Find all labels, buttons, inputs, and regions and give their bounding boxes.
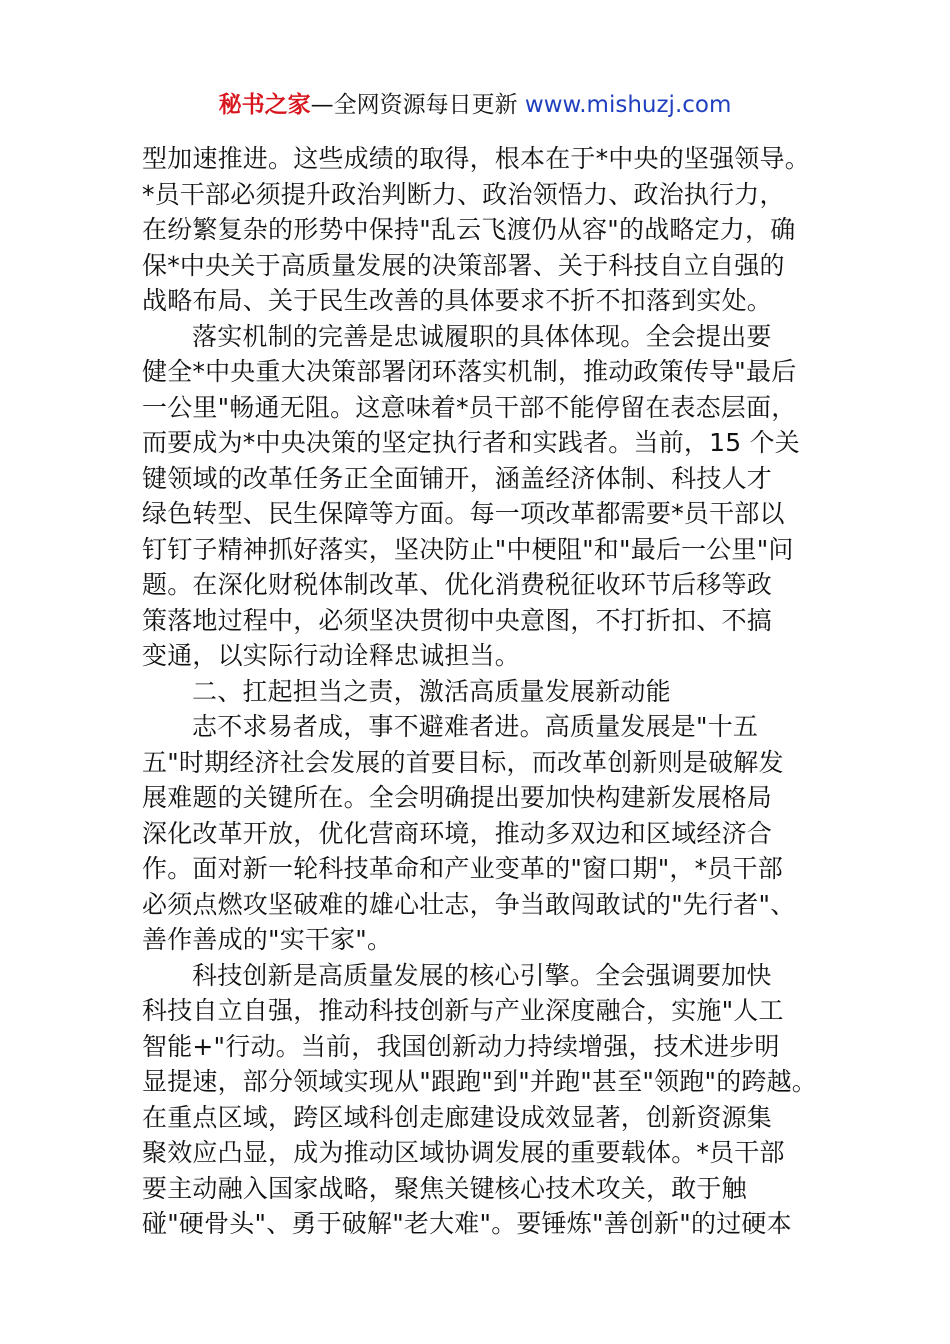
text-line: 显提速，部分领域实现从"跟跑"到"并跑"甚至"领跑"的跨越。: [142, 1067, 817, 1096]
text-line: 健全*中央重大决策部署闭环落实机制，推动政策传导"最后: [142, 357, 797, 386]
text-line: 聚效应凸显，成为推动区域协调发展的重要载体。*员干部: [142, 1138, 785, 1167]
text-line: 题。在深化财税体制改革、优化消费税征收环节后移等政: [142, 570, 773, 599]
brand-name: 秘书之家: [218, 92, 311, 118]
paragraph-start-line: 落实机制的完善是忠诚履职的具体体现。全会提出要: [192, 321, 772, 351]
text-line: 钉钉子精神抓好落实，坚决防止"中梗阻"和"最后一公里"问: [142, 534, 794, 564]
paragraph-start-line: 志不求易者成，事不避难者进。高质量发展是"十五: [192, 712, 759, 741]
text-line: 深化改革开放，优化营商环境，推动多双边和区域经济合: [142, 818, 773, 848]
text-line: 键领域的改革任务正全面铺开，涵盖经济体制、科技人才: [142, 463, 773, 493]
text-line: 展难题的关键所在。全会明确提出要加快构建新发展格局: [142, 783, 773, 812]
paragraph-start-line: 科技创新是高质量发展的核心引擎。全会强调要加快: [192, 960, 772, 990]
text-line: 保*中央关于高质量发展的决策部署、关于科技自立自强的: [142, 250, 785, 280]
text-line: 型加速推进。这些成绩的取得，根本在于*中央的坚强领导。: [142, 144, 810, 173]
text-line: 必须点燃攻坚破难的雄心壮志，争当敢闯敢试的"先行者"、: [142, 889, 796, 919]
site-header: [0, 88, 950, 122]
site-url-link[interactable]: www.mishuzj.com: [524, 92, 732, 118]
header-tagline: —全网资源每日更新: [310, 92, 525, 118]
text-line: 在重点区域，跨区域科创走廊建设成效显著，创新资源集: [142, 1102, 773, 1132]
text-line: 善作善成的"实干家"。: [142, 925, 393, 954]
text-line: 智能+"行动。当前，我国创新动力持续增强，技术进步明: [142, 1031, 780, 1061]
text-line: 在纷繁复杂的形势中保持"乱云飞渡仍从容"的战略定力，确: [142, 215, 796, 244]
text-line: *员干部必须提升政治判断力、政治领悟力、政治执行力，: [142, 179, 785, 209]
document-body: [142, 141, 817, 1242]
text-line: 战略布局、关于民生改善的具体要求不折不扣落到实处。: [142, 286, 773, 315]
text-line: 变通，以实际行动诠释忠诚担当。: [142, 641, 521, 670]
text-line: 要主动融入国家战略，聚焦关键核心技术攻关，敢于触: [142, 1173, 747, 1203]
text-line: 碰"硬骨头"、勇于破解"老大难"。要锤炼"善创新"的过硬本: [142, 1209, 792, 1238]
text-line: 绿色转型、民生保障等方面。每一项改革都需要*员干部以: [142, 499, 785, 528]
text-line: 五"时期经济社会发展的首要目标，而改革创新则是破解发: [142, 747, 784, 777]
text-line: 一公里"畅通无阻。这意味着*员干部不能停留在表态层面，: [142, 392, 797, 422]
text-line: 策落地过程中，必须坚决贯彻中央意图，不打折扣、不搞: [142, 605, 773, 635]
section-heading: 二、扛起担当之责，激活高质量发展新动能: [192, 676, 671, 706]
text-line: 而要成为*中央决策的坚定执行者和实践者。当前，15 个关: [142, 428, 800, 457]
text-line: 作。面对新一轮科技革命和产业变革的"窗口期"，*员干部: [142, 854, 783, 883]
text-line: 科技自立自强，推动科技创新与产业深度融合，实施"人工: [142, 996, 784, 1025]
